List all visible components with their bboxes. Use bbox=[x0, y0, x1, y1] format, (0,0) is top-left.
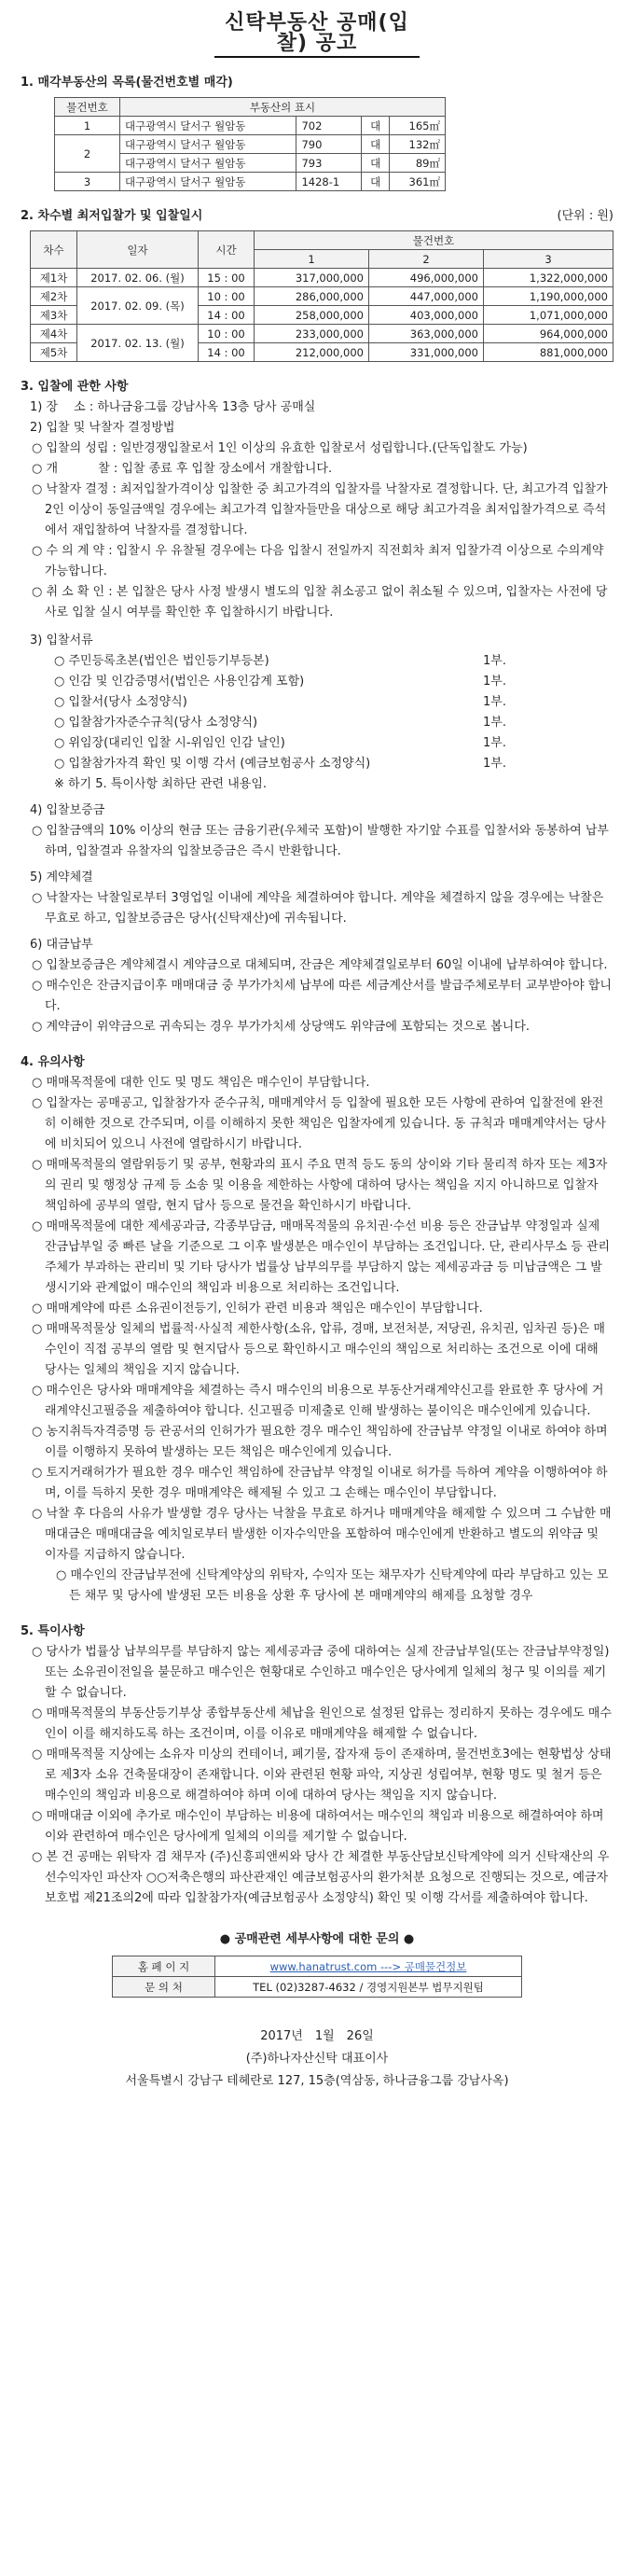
rule-item: ○ 낙찰자는 낙찰일로부터 3영업일 이내에 계약을 체결하여야 합니다. 계약을 체결하지 않을 경우에는 낙찰은 무효로 하고, 입찰보증금은 당사(신탁재산)에 귀속됩니다. bbox=[32, 891, 604, 926]
cell-area: 132㎡ bbox=[390, 135, 446, 154]
property-table bbox=[54, 97, 446, 191]
doc-count: 1부. bbox=[483, 757, 506, 771]
cell-price: 496,000,000 bbox=[368, 269, 483, 287]
cell-time: 15 : 00 bbox=[199, 269, 255, 287]
contact-phone: TEL (02)3287-4632 / 경영지원본부 법무지원팀 bbox=[215, 1977, 522, 1998]
cell-address: 대구광역시 달서구 월암동 bbox=[120, 173, 296, 191]
contact-label: 문 의 처 bbox=[113, 1977, 215, 1998]
contact-label: 홈 페 이 지 bbox=[113, 1956, 215, 1977]
section-heading: 3. 입찰에 관한 사항 bbox=[21, 380, 129, 394]
cell-area: 361㎡ bbox=[390, 173, 446, 191]
unit-label: (단위 : 원) bbox=[557, 209, 613, 223]
section-heading-text: 2. 차수별 최저입찰가 및 입찰일시 bbox=[21, 209, 203, 223]
precaution-item: ○ 매수인은 당사와 매매계약을 체결하는 즉시 매수인의 비용으로 부동산거래계약신고를 완료한 후 당사에 거래계약신고필증을 제출하여야 합니다. 신고필증 미제출로 인해 발생하는 불이익은 매수인에게 있습니다. bbox=[32, 1384, 604, 1418]
header-description: 부동산의 표시 bbox=[120, 98, 446, 117]
schedule-table bbox=[30, 230, 613, 362]
doc-label: ○ 인감 및 인감증명서(법인은 사용인감계 포함) bbox=[54, 675, 305, 689]
doc-item bbox=[54, 733, 539, 754]
contact-heading: ● 공매관련 세부사항에 대한 문의 ● bbox=[219, 1932, 415, 1946]
cell-item-no: 3 bbox=[55, 173, 120, 191]
special-item: ○ 매매대금 이외에 추가로 매수인이 부담하는 비용에 대하여서는 매수인의 책임과 비용으로 해결하여야 하며 이와 관련하여 매수인은 당사에게 일체의 이의를 제기할 수 없습니다. bbox=[32, 1809, 604, 1844]
rule-item: ○ 입찰보증금은 계약체결시 계약금으로 대체되며, 잔금은 계약체결일로부터 60일 이내에 납부하여야 합니다. bbox=[32, 958, 608, 972]
special-item: ○ 매매목적물 지상에는 소유자 미상의 컨테이너, 폐기물, 잡자재 등이 존재하며, 물건번호3에는 현황법상 상태로 제3자 소유 건축물대장이 존재합니다. 이와 관련된 현황 파악, 지상권 성립여부, 현황 명도 및 철거 등은 매수인의 책임과 비용으로 해결하여야 하며 이에 대하여 당사는 책임을 지지 않습니다. bbox=[32, 1748, 612, 1803]
cell-lot: 702 bbox=[296, 117, 362, 135]
doc-label: ○ 입찰참가자준수규칙(당사 소정양식) bbox=[54, 716, 258, 730]
notice-title: 신탁부동산 공매(입찰) 공고 bbox=[214, 13, 420, 58]
cell-price: 331,000,000 bbox=[368, 343, 483, 362]
section-heading bbox=[21, 206, 613, 227]
precaution-item: ○ 입찰자는 공매공고, 입찰참가자 준수규칙, 매매계약서 등 입찰에 필요한 모든 사항에 관하여 입찰전에 완전히 이해한 것으로 간주되며, 이를 이해하지 못한 책임은 입찰자에게 있습니다. 동 규칙과 매매계약서는 당사에 비치되어 있으니 사전에 열람하시기 바랍니다. bbox=[32, 1096, 606, 1151]
subsection-heading: 4) 입찰보증금 bbox=[30, 803, 105, 817]
cell-time: 10 : 00 bbox=[199, 325, 255, 343]
subsection-heading: 5) 계약체결 bbox=[30, 870, 93, 884]
section-heading: 1. 매각부동산의 목록(물건번호별 매각) bbox=[21, 76, 233, 90]
cell-round: 제4차 bbox=[31, 325, 77, 343]
table-row bbox=[31, 287, 613, 306]
cell-item-no: 1 bbox=[55, 117, 120, 135]
precaution-item: ○ 농지취득자격증명 등 관공서의 인허가가 필요한 경우 매수인 책임하에 잔금납부 약정일 이내로 하여야 하며 이를 이행하지 못하여 발생하는 모든 책임은 매수인에게 있습니다. bbox=[32, 1425, 608, 1459]
section-special-notes bbox=[0, 1622, 634, 1909]
doc-count: 1부. bbox=[483, 736, 506, 750]
cell-lot: 790 bbox=[296, 135, 362, 154]
rule-item: ○ 낙찰자 결정 : 최저입찰가격이상 입찰한 중 최고가격의 입찰자를 낙찰자로 결정합니다. 단, 최고가격 입찰가 2인 이상이 동일금액일 경우에는 최고가격 입찰자들만을 대상으로 해당 최고가격을 최저입찰가격으로 즉석에서 재입찰하여 낙찰자를 결정합니다. bbox=[32, 482, 608, 537]
table-row bbox=[55, 135, 446, 154]
special-item: ○ 매매목적물의 부동산등기부상 종합부동산세 체납을 원인으로 설정된 압류는 정리하지 못하는 경우에도 매수인이 이를 해지하도록 하는 조건이며, 이를 이유로 매매계약을 해제할 수 없습니다. bbox=[32, 1706, 612, 1741]
rule-item: ○ 입찰금액의 10% 이상의 현금 또는 금융기관(우체국 포함)이 발행한 자기앞 수표를 입찰서와 동봉하여 납부하며, 입찰결과 유찰자의 입찰보증금은 즉시 반환합니다. bbox=[32, 824, 609, 858]
section-bid-schedule bbox=[0, 206, 634, 362]
table-row bbox=[113, 1977, 522, 1998]
rule-item: ○ 매수인은 잔금지급이후 매매대금 중 부가가치세 납부에 따른 세금계산서를 발급주체로부터 교부받아야 합니다. bbox=[32, 979, 612, 1013]
cell-lot: 793 bbox=[296, 154, 362, 173]
special-item: ○ 본 건 공매는 위탁자 겸 채무자 (주)신흥피앤씨와 당사 간 체결한 부동산담보신탁계약에 의거 신탁재산의 우선수익자인 파산자 ○○저축은행의 파산관재인 예금보험공사의 환가처분 요청으로 진행되는 것으로, 예금자보호법 제21조의2에 따라 입찰참가자(예금보험공사 소정양식) 확인 및 이행 각서를 제출하여야 합니다. bbox=[32, 1850, 610, 1905]
notice-date: 2017년 1월 26일 bbox=[260, 2029, 374, 2043]
homepage-link[interactable]: www.hanatrust.com ---> 공매물건정보 bbox=[215, 1956, 522, 1977]
table-row bbox=[55, 173, 446, 191]
subsection-heading: 2) 입찰 및 낙찰자 결정방법 bbox=[30, 421, 175, 435]
special-item: ○ 당사가 법률상 납부의무를 부담하지 않는 제세공과금 중에 대하여는 실제 잔금납부일(또는 잔금납부약정일) 또는 소유권이전일을 불문하고 매수인은 현황대로 수인하고 매수인은 당사에게 일체의 청구 및 이의를 제기할 수 없습니다. bbox=[32, 1645, 610, 1700]
cell-land-type: 대 bbox=[362, 117, 390, 135]
section-heading: 4. 유의사항 bbox=[21, 1055, 85, 1069]
rule-item: ○ 계약금이 위약금으로 귀속되는 경우 부가가치세 상당액도 위약금에 포함되는 것으로 봅니다. bbox=[32, 1020, 531, 1034]
cell-address: 대구광역시 달서구 월암동 bbox=[120, 135, 296, 154]
cell-price: 317,000,000 bbox=[255, 269, 369, 287]
subsection-heading: 3) 입찰서류 bbox=[30, 634, 93, 647]
section-heading: 5. 특이사항 bbox=[21, 1624, 85, 1638]
cell-lot: 1428-1 bbox=[296, 173, 362, 191]
cell-price: 447,000,000 bbox=[368, 287, 483, 306]
doc-label: ○ 위임장(대리인 입찰 시-위임인 인감 날인) bbox=[54, 736, 285, 750]
cell-address: 대구광역시 달서구 월암동 bbox=[120, 117, 296, 135]
precaution-item: ○ 매매계약에 따른 소유권이전등기, 인허가 관련 비용과 책임은 매수인이 부담합니다. bbox=[32, 1302, 483, 1316]
table-row bbox=[55, 117, 446, 135]
cell-time: 14 : 00 bbox=[199, 306, 255, 325]
cell-area: 89㎡ bbox=[390, 154, 446, 173]
header-round: 차수 bbox=[31, 231, 77, 269]
footer bbox=[0, 2026, 634, 2093]
bid-place: 1) 장 소 : 하나금융그룹 강남사옥 13층 당사 공매실 bbox=[30, 400, 316, 414]
cell-date: 2017. 02. 09. (목) bbox=[77, 287, 199, 325]
doc-count: 1부. bbox=[483, 695, 506, 709]
cell-price: 286,000,000 bbox=[255, 287, 369, 306]
doc-item bbox=[54, 692, 539, 713]
cell-price: 363,000,000 bbox=[368, 325, 483, 343]
cell-land-type: 대 bbox=[362, 173, 390, 191]
header-item-no: 물건번호 bbox=[55, 98, 120, 117]
docs-note: ※ 하기 5. 특이사항 최하단 관련 내용임. bbox=[54, 777, 268, 791]
rule-item: ○ 입찰의 성립 : 일반경쟁입찰로서 1인 이상의 유효한 입찰로서 성립합니다.(단독입찰도 가능) bbox=[32, 441, 528, 455]
doc-count: 1부. bbox=[483, 675, 506, 689]
table-row bbox=[31, 325, 613, 343]
cell-price: 212,000,000 bbox=[255, 343, 369, 362]
precaution-item: ○ 매매목적물상 일체의 법률적·사실적 제한사항(소유, 압류, 경매, 보전처분, 저당권, 유치권, 임차권 등)은 매수인이 직접 공부의 열람 및 현지답사 등으로 확인하시고 매수인의 책임으로 처리하는 조건으로 이에 대해 당사는 일체의 책임을 지지 않습니다. bbox=[32, 1322, 605, 1377]
cell-date: 2017. 02. 06. (월) bbox=[77, 269, 199, 287]
cell-round: 제2차 bbox=[31, 287, 77, 306]
cell-price: 258,000,000 bbox=[255, 306, 369, 325]
doc-item bbox=[54, 754, 539, 774]
table-row bbox=[113, 1956, 522, 1977]
header-date: 일자 bbox=[77, 231, 199, 269]
doc-item bbox=[54, 651, 539, 672]
cell-price: 233,000,000 bbox=[255, 325, 369, 343]
header-item-2: 2 bbox=[368, 250, 483, 269]
subsection-heading: 6) 대금납부 bbox=[30, 938, 93, 952]
cell-time: 10 : 00 bbox=[199, 287, 255, 306]
cell-price: 1,190,000,000 bbox=[483, 287, 613, 306]
doc-label: ○ 입찰참가자격 확인 및 이행 각서 (예금보험공사 소정양식) bbox=[54, 757, 371, 771]
cell-price: 881,000,000 bbox=[483, 343, 613, 362]
cell-land-type: 대 bbox=[362, 135, 390, 154]
header-item-1: 1 bbox=[255, 250, 369, 269]
cell-price: 403,000,000 bbox=[368, 306, 483, 325]
cell-land-type: 대 bbox=[362, 154, 390, 173]
precaution-item: ○ 매매목적물의 열람위등기 및 공부, 현황과의 표시 주요 면적 등도 동의 상이와 기타 물리적 하자 또는 제3자의 권리 및 행정상 규제 등 소송 및 이용을 제한하는 사항에 대하여 당사는 책임을 지지 아니하므로 입찰자 책임하에 공부의 열람, 현지 답사 등으로 물건을 확인하시기 바랍니다. bbox=[32, 1158, 608, 1213]
table-row bbox=[31, 269, 613, 287]
doc-count: 1부. bbox=[483, 716, 506, 730]
cell-round: 제1차 bbox=[31, 269, 77, 287]
precaution-item: ○ 낙찰 후 다음의 사유가 발생할 경우 당사는 낙찰을 무효로 하거나 매매계약을 해제할 수 있으며 그 수납한 매매대금은 매매대금을 예치일로부터 발생한 이자수익만을 포함하여 매수인에게 반환하고 별도의 위약금 및 이자를 지급하지 않습니다. bbox=[32, 1507, 612, 1562]
cell-time: 14 : 00 bbox=[199, 343, 255, 362]
cell-price: 1,071,000,000 bbox=[483, 306, 613, 325]
precaution-item: ○ 토지거래허가가 필요한 경우 매수인 책임하에 잔금납부 약정일 이내로 허가를 득하여 계약을 이행하여야 하며, 이를 득하지 못한 경우 매매계약은 해제될 수 있고 그 손해는 매수인이 부담합니다. bbox=[32, 1466, 608, 1500]
company-name: (주)하나자산신탁 대표이사 bbox=[245, 2052, 389, 2066]
section-property-list bbox=[0, 73, 634, 191]
contact-table bbox=[112, 1956, 522, 1998]
doc-item bbox=[54, 713, 539, 733]
cell-price: 1,322,000,000 bbox=[483, 269, 613, 287]
cell-area: 165㎡ bbox=[390, 117, 446, 135]
section-precautions bbox=[0, 1052, 634, 1607]
cell-price: 964,000,000 bbox=[483, 325, 613, 343]
section-bid-rules bbox=[0, 377, 634, 1037]
company-address: 서울특별시 강남구 테헤란로 127, 15층(역삼동, 하나금융그룹 강남사옥) bbox=[125, 2074, 509, 2088]
cell-round: 제5차 bbox=[31, 343, 77, 362]
cell-date: 2017. 02. 13. (월) bbox=[77, 325, 199, 362]
cell-item-no: 2 bbox=[55, 135, 120, 173]
rule-item: ○ 취 소 확 인 : 본 입찰은 당사 사정 발생시 별도의 입찰 취소공고 없이 취소될 수 있으며, 입찰자는 사전에 당사로 입찰 실시 여부를 확인한 후 입찰하시기 바랍니다. bbox=[32, 585, 608, 620]
doc-item bbox=[54, 672, 539, 692]
header-items: 물건번호 bbox=[255, 231, 613, 250]
rule-item: ○ 개 찰 : 입찰 종료 후 입찰 장소에서 개찰합니다. bbox=[32, 462, 333, 476]
doc-label: ○ 입찰서(당사 소정양식) bbox=[54, 695, 187, 709]
header-item-3: 3 bbox=[483, 250, 613, 269]
precaution-item: ○ 매매목적물에 대한 인도 및 명도 책임은 매수인이 부담합니다. bbox=[32, 1076, 370, 1090]
precaution-subitem: ○ 매수인의 잔금납부전에 신탁계약상의 위탁자, 수익자 또는 채무자가 신탁계약에 따라 부담하고 있는 모든 채무 및 당사에 발생된 모든 비용을 상환 후 당사에 본 매매계약의 해제를 요청할 경우 bbox=[56, 1568, 609, 1603]
cell-address: 대구광역시 달서구 월암동 bbox=[120, 154, 296, 173]
doc-count: 1부. bbox=[483, 654, 506, 668]
precaution-item: ○ 매매목적물에 대한 제세공과금, 각종부담금, 매매목적물의 유치권·수선 비용 등은 잔금납부 약정일과 실제 잔금납부일 중 빠른 날을 기준으로 그 이후 발생분은 매수인이 부담하는 조건입니다. 단, 관리사무소 등 관리주체가 부과하는 관리비 및 기타 당사가 법률상 납부의무를 부담하지 않는 제세공과금 등 미납금액은 그 발생시기와 관계없이 매수인의 책임과 비용으로 처리하는 조건입니다. bbox=[32, 1219, 611, 1295]
rule-item: ○ 수 의 계 약 : 입찰시 우 유찰될 경우에는 다음 입찰시 전일까지 직전회차 최저 입찰가격 이상으로 수의계약 가능합니다. bbox=[32, 544, 604, 578]
cell-round: 제3차 bbox=[31, 306, 77, 325]
doc-label: ○ 주민등록초본(법인은 법인등기부등본) bbox=[54, 654, 269, 668]
header-time: 시간 bbox=[199, 231, 255, 269]
